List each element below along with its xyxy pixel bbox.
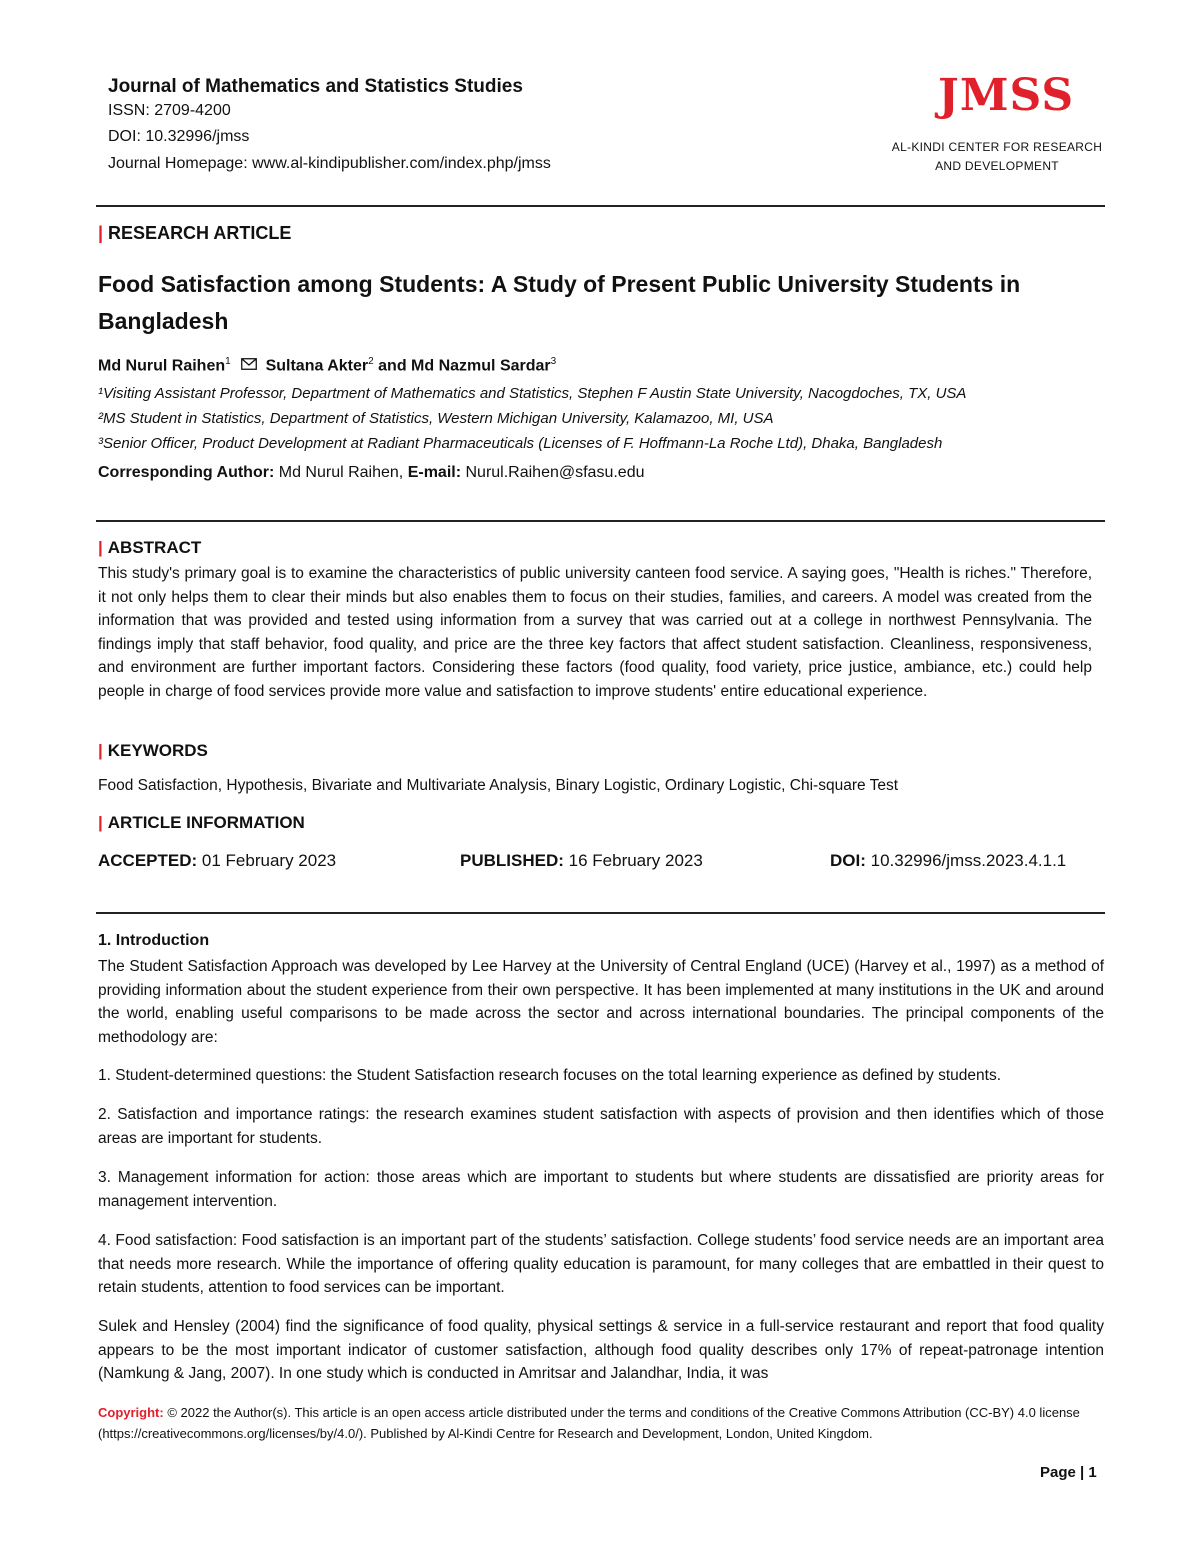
affiliation-1: ¹Visiting Assistant Professor, Department of Mathematics and Statistics, Stephen F Austin State University, Nacogdoches, TX, USA: [98, 385, 967, 402]
page-label: Page |: [1040, 1464, 1085, 1481]
abstract-label: ABSTRACT: [107, 538, 202, 557]
article-info-heading: [98, 813, 305, 833]
published-label: PUBLISHED:: [460, 851, 564, 870]
abstract-heading: [98, 538, 201, 558]
article-doi-label: DOI:: [830, 851, 866, 870]
author-3: Md Nazmul Sardar: [411, 357, 551, 375]
author-and: and: [378, 357, 407, 375]
page-number: [1040, 1464, 1097, 1481]
publisher-name-line-2: AND DEVELOPMENT: [935, 159, 1059, 173]
keywords-text: Food Satisfaction, Hypothesis, Bivariate and Multivariate Analysis, Binary Logistic, Ordinary Logistic, Chi-square Test: [98, 777, 899, 794]
article-info-label: ARTICLE INFORMATION: [107, 813, 305, 832]
section-bar-icon: |: [98, 813, 103, 832]
affiliation-2: ²MS Student in Statistics, Department of Statistics, Western Michigan University, Kalamazoo, MI, USA: [98, 410, 774, 427]
intro-paragraph-1: The Student Satisfaction Approach was developed by Lee Harvey at the University of Central England (UCE) (Harvey et al., 1997) as a method of providing information about the student experience from their own perspective. It has been implemented at many institutions in the UK and around the world, enabling useful comparisons to be made across the sector and across international boundaries. The principal components of the methodology are:: [98, 958, 1104, 1046]
corresponding-name: Md Nurul Raihen,: [278, 464, 404, 481]
keywords-label: KEYWORDS: [107, 741, 208, 760]
author-1-sup: 1: [225, 356, 231, 367]
section-bar-icon: |: [98, 223, 104, 243]
author-1: Md Nurul Raihen: [98, 357, 226, 375]
page-value: 1: [1088, 1464, 1097, 1481]
journal-name: Journal of Mathematics and Statistics Studies: [108, 76, 523, 97]
article-doi: [830, 851, 1066, 871]
envelope-icon[interactable]: [241, 357, 257, 375]
corresponding-label: Corresponding Author:: [98, 464, 275, 481]
intro-divider: [96, 912, 1105, 914]
corresponding-author: [98, 464, 645, 482]
intro-paragraph-5: 4. Food satisfaction: Food satisfaction is an important part of the students’ satisfaction. College students’ food service needs are an important area that needs more research. While the importance of offering quality education is paramount, for many colleges that are embattled in their quest to retain students, attention to food services can be important.: [98, 1232, 1104, 1296]
published-value: 16 February 2023: [568, 851, 703, 870]
accepted-label: ACCEPTED:: [98, 851, 198, 870]
publisher-name-line-1: AL-KINDI CENTER FOR RESEARCH: [891, 140, 1103, 154]
author-2-sup: 2: [368, 356, 374, 367]
copyright-notice: [98, 1402, 1098, 1444]
header-divider: [96, 205, 1105, 207]
intro-paragraph-2: 1. Student-determined questions: the Student Satisfaction research focuses on the total learning experience as defined by students.: [98, 1067, 1002, 1084]
section-bar-icon: |: [98, 741, 103, 760]
jmss-logo: JMSS: [938, 70, 1075, 121]
author-3-sup: 3: [550, 356, 557, 367]
article-type-label: RESEARCH ARTICLE: [108, 223, 292, 243]
intro-paragraph-3: 2. Satisfaction and importance ratings: the research examines student satisfaction with aspects of provision and then identifies which of those areas are important for students.: [98, 1106, 1104, 1147]
abstract-divider: [96, 520, 1105, 522]
journal-issn: ISSN: 2709-4200: [108, 102, 231, 119]
article-type-heading: [98, 223, 291, 244]
intro-paragraph-4: 3. Management information for action: those areas which are important to students but where students are dissatisfied are priority areas for management intervention.: [98, 1169, 1104, 1210]
published-date: [460, 851, 703, 871]
keywords-heading: [98, 741, 208, 761]
copyright-text: © 2022 the Author(s). This article is an open access article distributed under the terms and conditions of the Creative Commons Attribution (CC-BY) 4.0 license (https://creativecommons.org/licenses/by/4.0/). Published by Al-Kindi Centre for Research and Development, London, United Kingdom.: [98, 1405, 1080, 1441]
journal-doi: DOI: 10.32996/jmss: [108, 128, 250, 145]
section-bar-icon: |: [98, 538, 103, 557]
intro-paragraph-6: Sulek and Hensley (2004) find the significance of food quality, physical settings & service in a full-service restaurant and report that food quality appears to be the most important indicator of customer satisfaction, although food quality describes only 17% of repeat-patronage intention (Namkung & Jang, 2007). In one study which is conducted in Amritsar and Jalandhar, India, it was: [98, 1318, 1104, 1382]
accepted-value: 01 February 2023: [201, 851, 337, 870]
email-label: E-mail:: [407, 464, 462, 481]
accepted-date: [98, 851, 336, 871]
article-title: Food Satisfaction among Students: A Study of Present Public University Students in Bangladesh: [98, 271, 1021, 334]
author-2: Sultana Akter: [265, 357, 369, 375]
journal-homepage[interactable]: Journal Homepage: www.al-kindipublisher.com/index.php/jmss: [108, 155, 551, 172]
affiliation-3: ³Senior Officer, Product Development at Radiant Pharmaceuticals (Licenses of F. Hoffmann-La Roche Ltd), Dhaka, Bangladesh: [98, 435, 943, 452]
article-doi-value[interactable]: 10.32996/jmss.2023.4.1.1: [870, 851, 1067, 870]
email-link[interactable]: Nurul.Raihen@sfasu.edu: [465, 464, 645, 481]
copyright-label: Copyright:: [98, 1405, 164, 1420]
abstract-text: This study's primary goal is to examine the characteristics of public university canteen food service. A saying goes, "Health is riches." Therefore, it not only helps them to clear their minds but also enables them to focus on their studies, families, and careers. A model was created from the information that was provided and tested using information from a survey that was carried out at a college in northwest Pennsylvania. The findings imply that staff behavior, food quality, and price are the three key factors that affect student satisfaction. Cleanliness, responsiveness, and environment are further important factors. Considering these factors (food quality, food variety, price justice, ambiance, etc.) could help people in charge of food services provide more value and satisfaction to improve students' entire educational experience.: [98, 565, 1092, 700]
intro-heading: 1. Introduction: [98, 932, 210, 949]
publisher-name: [880, 138, 1114, 176]
author-list: [98, 356, 556, 375]
